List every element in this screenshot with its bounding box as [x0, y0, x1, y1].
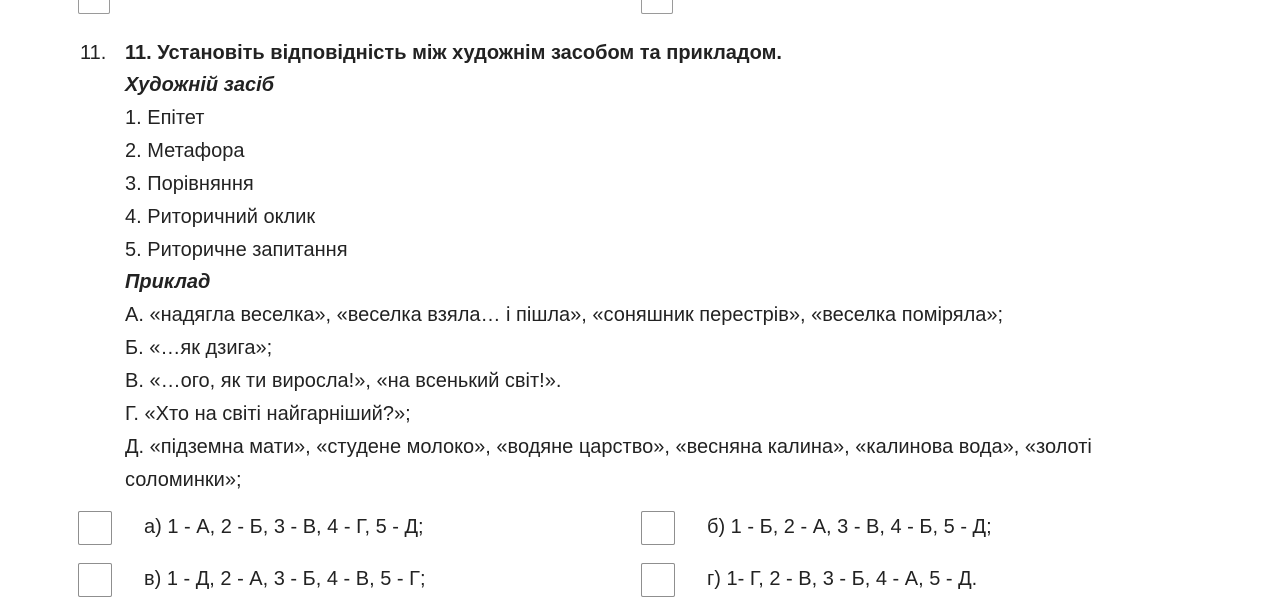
answer-option-b[interactable] [641, 511, 1201, 547]
answer-option-d[interactable] [641, 563, 1201, 599]
answer-label: б) 1 - Б, 2 - А, 3 - В, 4 - Б, 5 - Д; [707, 516, 992, 538]
previous-question-options [0, 0, 1280, 2]
answer-label: в) 1 - Д, 2 - А, 3 - Б, 4 - В, 5 - Г; [144, 568, 426, 590]
device-item: 5. Риторичне запитання [125, 239, 348, 261]
answer-checkbox[interactable] [78, 511, 112, 545]
example-item: Б. «…як дзига»; [125, 337, 273, 359]
devices-heading: Художній засіб [125, 74, 275, 96]
answer-checkbox[interactable] [641, 563, 675, 597]
previous-checkbox[interactable] [78, 0, 110, 14]
answer-checkbox[interactable] [78, 563, 112, 597]
device-item: 4. Риторичний оклик [125, 206, 316, 228]
answer-option-c[interactable] [78, 563, 598, 599]
device-item: 2. Метафора [125, 140, 245, 162]
example-item: В. «…ого, як ти виросла!», «на всенький світ!». [125, 370, 562, 392]
question-title: 11. Установіть відповідність між художнім засобом та прикладом. [125, 42, 782, 64]
example-item: Г. «Хто на світі найгарніший?»; [125, 403, 411, 425]
answer-label: а) 1 - А, 2 - Б, 3 - В, 4 - Г, 5 - Д; [144, 516, 424, 538]
answer-checkbox[interactable] [641, 511, 675, 545]
device-item: 3. Порівняння [125, 173, 254, 195]
question-number: 11. [80, 42, 107, 64]
answer-option-a[interactable] [78, 511, 598, 547]
examples-heading: Приклад [125, 271, 211, 293]
example-item: А. «надягла веселка», «веселка взяла… і пішла», «соняшник перестрів», «веселка поміряла»; [125, 304, 1004, 326]
example-item: Д. «підземна мати», «студене молоко», «водяне царство», «весняна калина», «калинова вода», «золоті [125, 436, 1092, 458]
answer-label: г) 1- Г, 2 - В, 3 - Б, 4 - А, 5 - Д. [707, 568, 978, 590]
example-item-continuation: соломинки»; [125, 469, 242, 491]
question-block [125, 39, 1225, 494]
previous-checkbox[interactable] [641, 0, 673, 14]
device-item: 1. Епітет [125, 107, 205, 129]
